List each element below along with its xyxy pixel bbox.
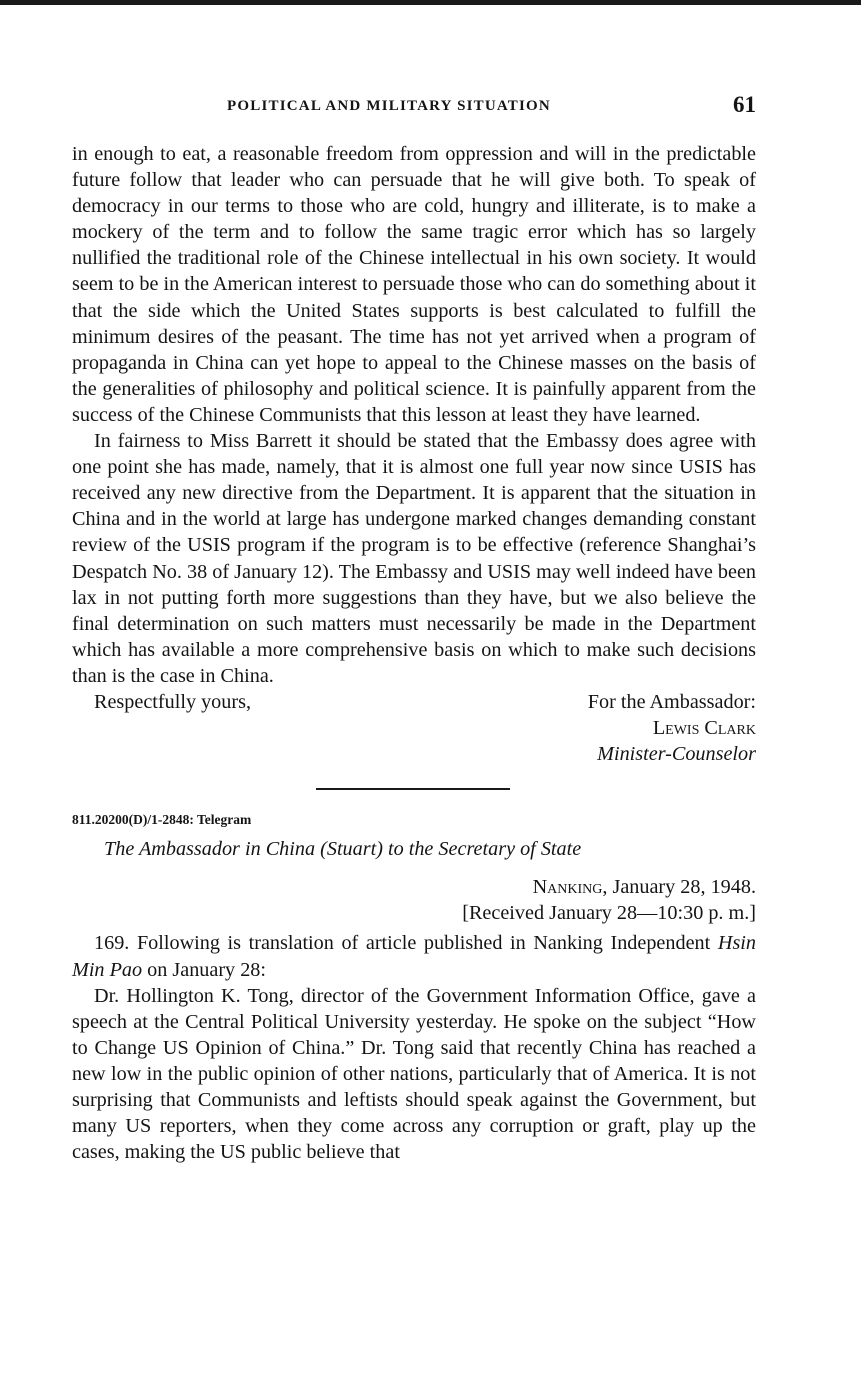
page-number: 61 <box>733 92 756 117</box>
closing-line <box>72 689 756 715</box>
dateline-place: Nanking <box>532 876 603 899</box>
newspaper-name: Hsin Min Pao <box>72 932 756 981</box>
body-paragraph: In fairness to Miss Barrett it should be stated that the Embassy does agree with one point she has made, namely, that it is almost one full year now since USIS has received any new directive from the Department. It is apparent that the situation in China and in the world at large has undergone marked changes demanding constant review of the USIS program if the program is to be effective (reference Shanghai’s Despatch No. 38 of January 12). The Embassy and USIS may well indeed have been lax in not putting forth more suggestions than they have, but we also believe the final determination on such matters must necessarily be made in the Department which has available a more comprehensive basis on which to make such decisions than is the case in China. <box>72 430 756 687</box>
telegram-para1-start: 169. Following is translation of article published in Nanking Independent <box>94 932 718 955</box>
received-line: [Received January 28—10:30 p. m.] <box>462 902 756 925</box>
document-title <box>72 834 756 864</box>
continuation-paragraph: in enough to eat, a reasonable freedom from oppression and will in the predictable future follow that leader who can persuade that he will give both. To speak of democracy in our terms to those who are cold, hungry and illiterate, is to make a mockery of the term and to follow the same tragic error which has so largely nullified the traditional role of the Chinese intellectual in his own society. It would seem to be in the American interest to persuade those who can do something about it that the side which the United States supports is best calculated to fulfill the minimum desires of the peasant. The time has not yet arrived when a program of propaganda in China can yet hope to appeal to the Chinese masses on the basis of the generalities of philosophy and political science. It is painfully apparent from the success of the Chinese Communists that this lesson at least they have learned. <box>72 143 756 426</box>
page-header <box>72 92 756 122</box>
telegram-para1-end: on January 28: <box>142 958 266 981</box>
for-ambassador-line: For the Ambassador: <box>587 690 756 713</box>
title-part-2: ) to the Secretary of State <box>376 838 582 861</box>
dateline-date: , January 28, 1948. <box>602 876 756 899</box>
telegram-paragraph-2: Dr. Hollington K. Tong, director of the Government Information Office, gave a speech at the Central Political University yesterday. He spoke on the subject “How to Change US Opinion of China.” Dr. Tong said that recently China has reached a new low in the public opinion of other nations, particularly that of America. It is not surprising that Communists and leftists should speak against the Government, but many US reporters, when they come across any corruption or graft, play up the cases, making the US public believe that <box>72 984 756 1164</box>
top-edge-rule <box>0 0 861 5</box>
salutation: Respectfully yours, <box>94 690 251 713</box>
title-name: Stuart <box>326 838 377 861</box>
signer-name: Lewis Clark <box>652 717 756 740</box>
file-reference: 811.20200(D)/1-2848: Telegram <box>72 812 252 828</box>
title-part-1: The Ambassador in China ( <box>104 838 327 861</box>
section-divider <box>316 788 510 790</box>
page-body <box>72 141 756 1165</box>
dateline <box>72 874 756 900</box>
running-head: POLITICAL AND MILITARY SITUATION <box>227 98 551 114</box>
signer-title: Minister-Counselor <box>597 743 756 766</box>
telegram-paragraph-1 <box>72 930 756 982</box>
